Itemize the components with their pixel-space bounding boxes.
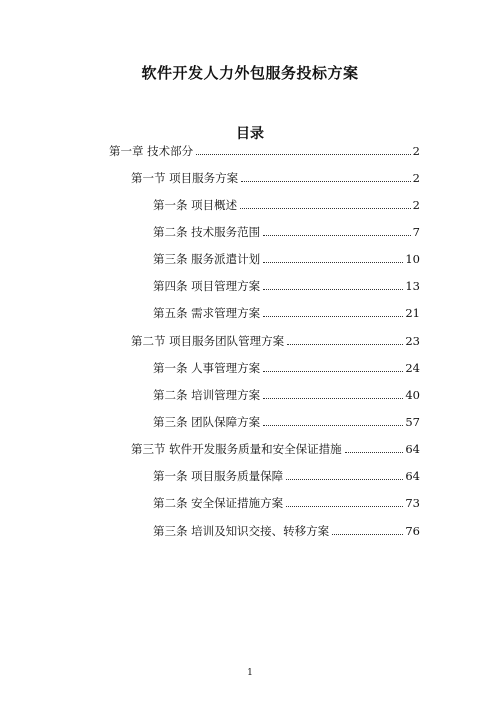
toc-entry-label: 第一节 项目服务方案: [131, 171, 239, 185]
toc-entry-page: 40: [405, 388, 420, 402]
toc-entry-page: 73: [405, 496, 420, 510]
toc-entry[interactable]: [153, 496, 420, 510]
toc-entry-page: 57: [405, 415, 420, 429]
toc-dot-leader: [345, 452, 404, 453]
toc-dot-leader: [263, 235, 411, 236]
toc-entry-page: 10: [405, 252, 420, 266]
toc-entry[interactable]: [131, 171, 420, 185]
toc-entry-page: 2: [412, 144, 420, 158]
toc-entry-page: 21: [405, 306, 420, 320]
toc-entry-label: 第四条 项目管理方案: [153, 279, 261, 293]
toc-entry-label: 第二条 安全保证措施方案: [153, 496, 284, 510]
toc-entry-label: 第三条 培训及知识交接、转移方案: [153, 524, 330, 538]
toc-dot-leader: [286, 506, 403, 507]
toc-dot-leader: [332, 534, 403, 535]
toc-entry[interactable]: [153, 306, 420, 320]
toc-entry-page: 23: [405, 334, 420, 348]
toc-dot-leader: [263, 262, 403, 263]
page-number: 1: [247, 668, 253, 678]
toc-entry[interactable]: [153, 388, 420, 402]
toc-entry-label: 第一条 人事管理方案: [153, 361, 261, 375]
toc-entry-label: 第二条 培训管理方案: [153, 388, 261, 402]
toc-entry-page: 24: [405, 361, 420, 375]
toc-entry-label: 第三条 服务派遣计划: [153, 252, 261, 266]
toc-entry[interactable]: [153, 524, 420, 538]
toc-heading: 目录: [236, 126, 264, 142]
toc-entry-label: 第一条 项目概述: [153, 198, 238, 212]
toc-dot-leader: [196, 154, 411, 155]
toc-entry-label: 第三条 团队保障方案: [153, 415, 261, 429]
toc-entry[interactable]: [153, 198, 420, 212]
toc-entry-label: 第一章 技术部分: [109, 144, 194, 158]
toc-dot-leader: [263, 371, 403, 372]
toc-entry[interactable]: [109, 144, 420, 158]
toc-entry[interactable]: [131, 442, 420, 456]
toc-entry[interactable]: [153, 415, 420, 429]
toc-entry-label: 第五条 需求管理方案: [153, 306, 261, 320]
toc-dot-leader: [287, 344, 403, 345]
toc-entry[interactable]: [153, 225, 420, 239]
toc-entry[interactable]: [153, 279, 420, 293]
toc-entry[interactable]: [153, 361, 420, 375]
toc-entry-page: 2: [412, 171, 420, 185]
toc-dot-leader: [286, 479, 403, 480]
toc-dot-leader: [263, 316, 403, 317]
toc-entry[interactable]: [153, 469, 420, 483]
toc-entry-page: 64: [405, 442, 420, 456]
toc-dot-leader: [263, 398, 403, 399]
toc-entry-page: 76: [405, 524, 420, 538]
document-title: 软件开发人力外包服务投标方案: [141, 64, 359, 82]
toc-entry-page: 13: [405, 279, 420, 293]
toc-entry-label: 第三节 软件开发服务质量和安全保证措施: [131, 442, 342, 456]
toc-entry-page: 64: [405, 469, 420, 483]
toc-dot-leader: [240, 208, 411, 209]
toc-dot-leader: [241, 181, 411, 182]
toc-entry-page: 2: [412, 198, 420, 212]
toc-dot-leader: [263, 289, 403, 290]
toc-entry-label: 第一条 项目服务质量保障: [153, 469, 284, 483]
toc-entry[interactable]: [131, 334, 420, 348]
toc-entry-label: 第二节 项目服务团队管理方案: [131, 334, 285, 348]
toc-entry-label: 第二条 技术服务范围: [153, 225, 261, 239]
toc-entry[interactable]: [153, 252, 420, 266]
toc-entry-page: 7: [412, 225, 420, 239]
toc-dot-leader: [263, 425, 403, 426]
